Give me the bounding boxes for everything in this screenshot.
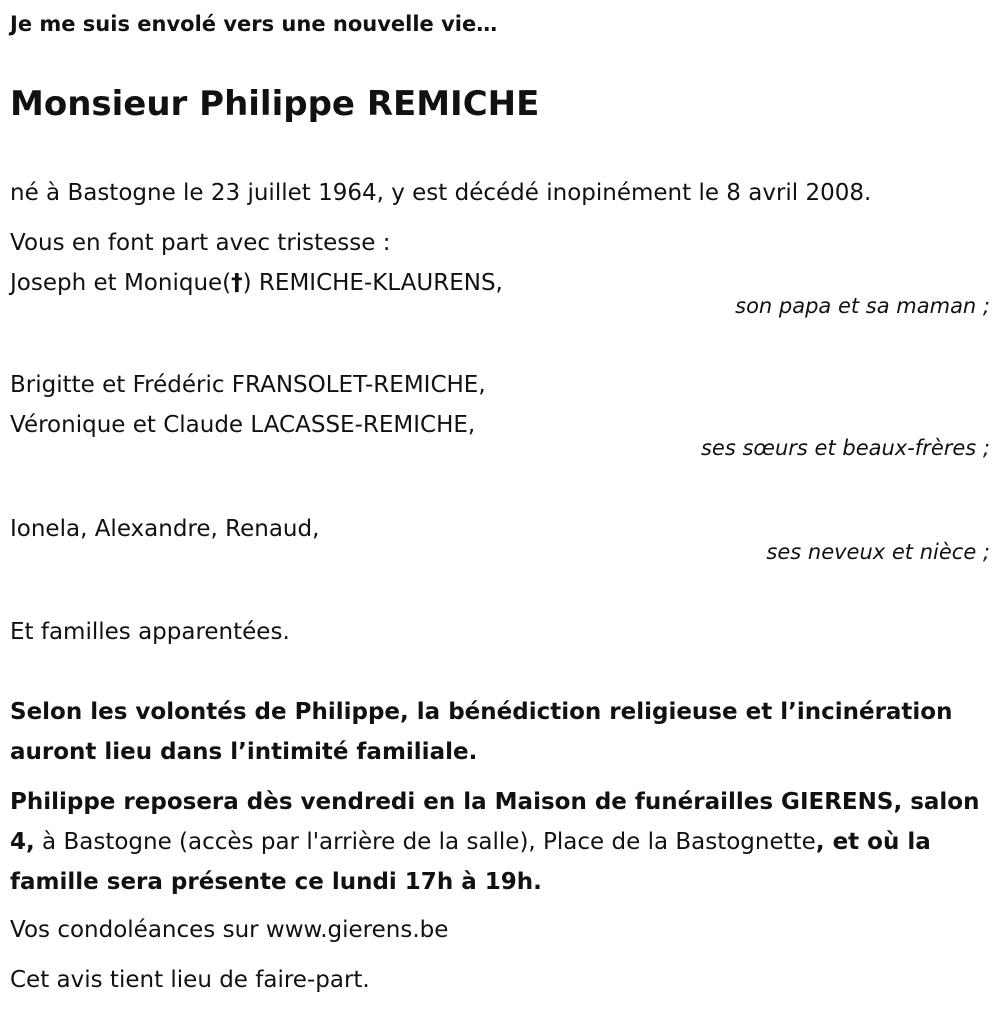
parents-names-part1: Joseph et Monique( <box>10 270 232 296</box>
family-parents-names <box>10 268 503 298</box>
deceased-name-title: Monsieur Philippe REMICHE <box>10 84 540 124</box>
visitation-part1: Philippe reposera dès vendredi en la Maison de funérailles GIERENS, salon 4, <box>10 789 980 855</box>
relatives-line: Et familles apparentées. <box>10 619 290 645</box>
deceased-cross-icon: † <box>231 270 243 296</box>
intro-quote: Je me suis envolé vers une nouvelle vie… <box>10 12 498 36</box>
parents-names-part2: ) REMICHE-KLAURENS, <box>242 270 503 296</box>
birth-death-line: né à Bastogne le 23 juillet 1964, y est décédé inopinément le 8 avril 2008. <box>10 180 872 206</box>
family-nephews-role: ses neveux et nièce ; <box>766 540 990 564</box>
announcement-line: Vous en font part avec tristesse : <box>10 230 391 256</box>
family-sisters-line-1: Brigitte et Frédéric FRANSOLET-REMICHE, <box>10 372 486 398</box>
family-sisters-role: ses sœurs et beaux-frères ; <box>700 436 990 460</box>
visitation-part3: , et où la famille sera présente ce lundi 17h à 19h. <box>10 829 931 895</box>
family-sisters-line-2: Véronique et Claude LACASSE-REMICHE, <box>10 412 476 438</box>
family-nephews-names: Ionela, Alexandre, Renaud, <box>10 516 320 542</box>
notice-line: Cet avis tient lieu de faire-part. <box>10 967 370 993</box>
visitation-paragraph <box>10 782 990 902</box>
ceremony-paragraph: Selon les volontés de Philippe, la bénédiction religieuse et l’incinération auront lieu dans l’intimité familiale. <box>10 699 953 765</box>
family-parents-role: son papa et sa maman ; <box>735 294 990 318</box>
visitation-part2: à Bastogne (accès par l'arrière de la salle), Place de la Bastognette <box>34 829 816 855</box>
condolences-line: Vos condoléances sur www.gierens.be <box>10 917 449 943</box>
